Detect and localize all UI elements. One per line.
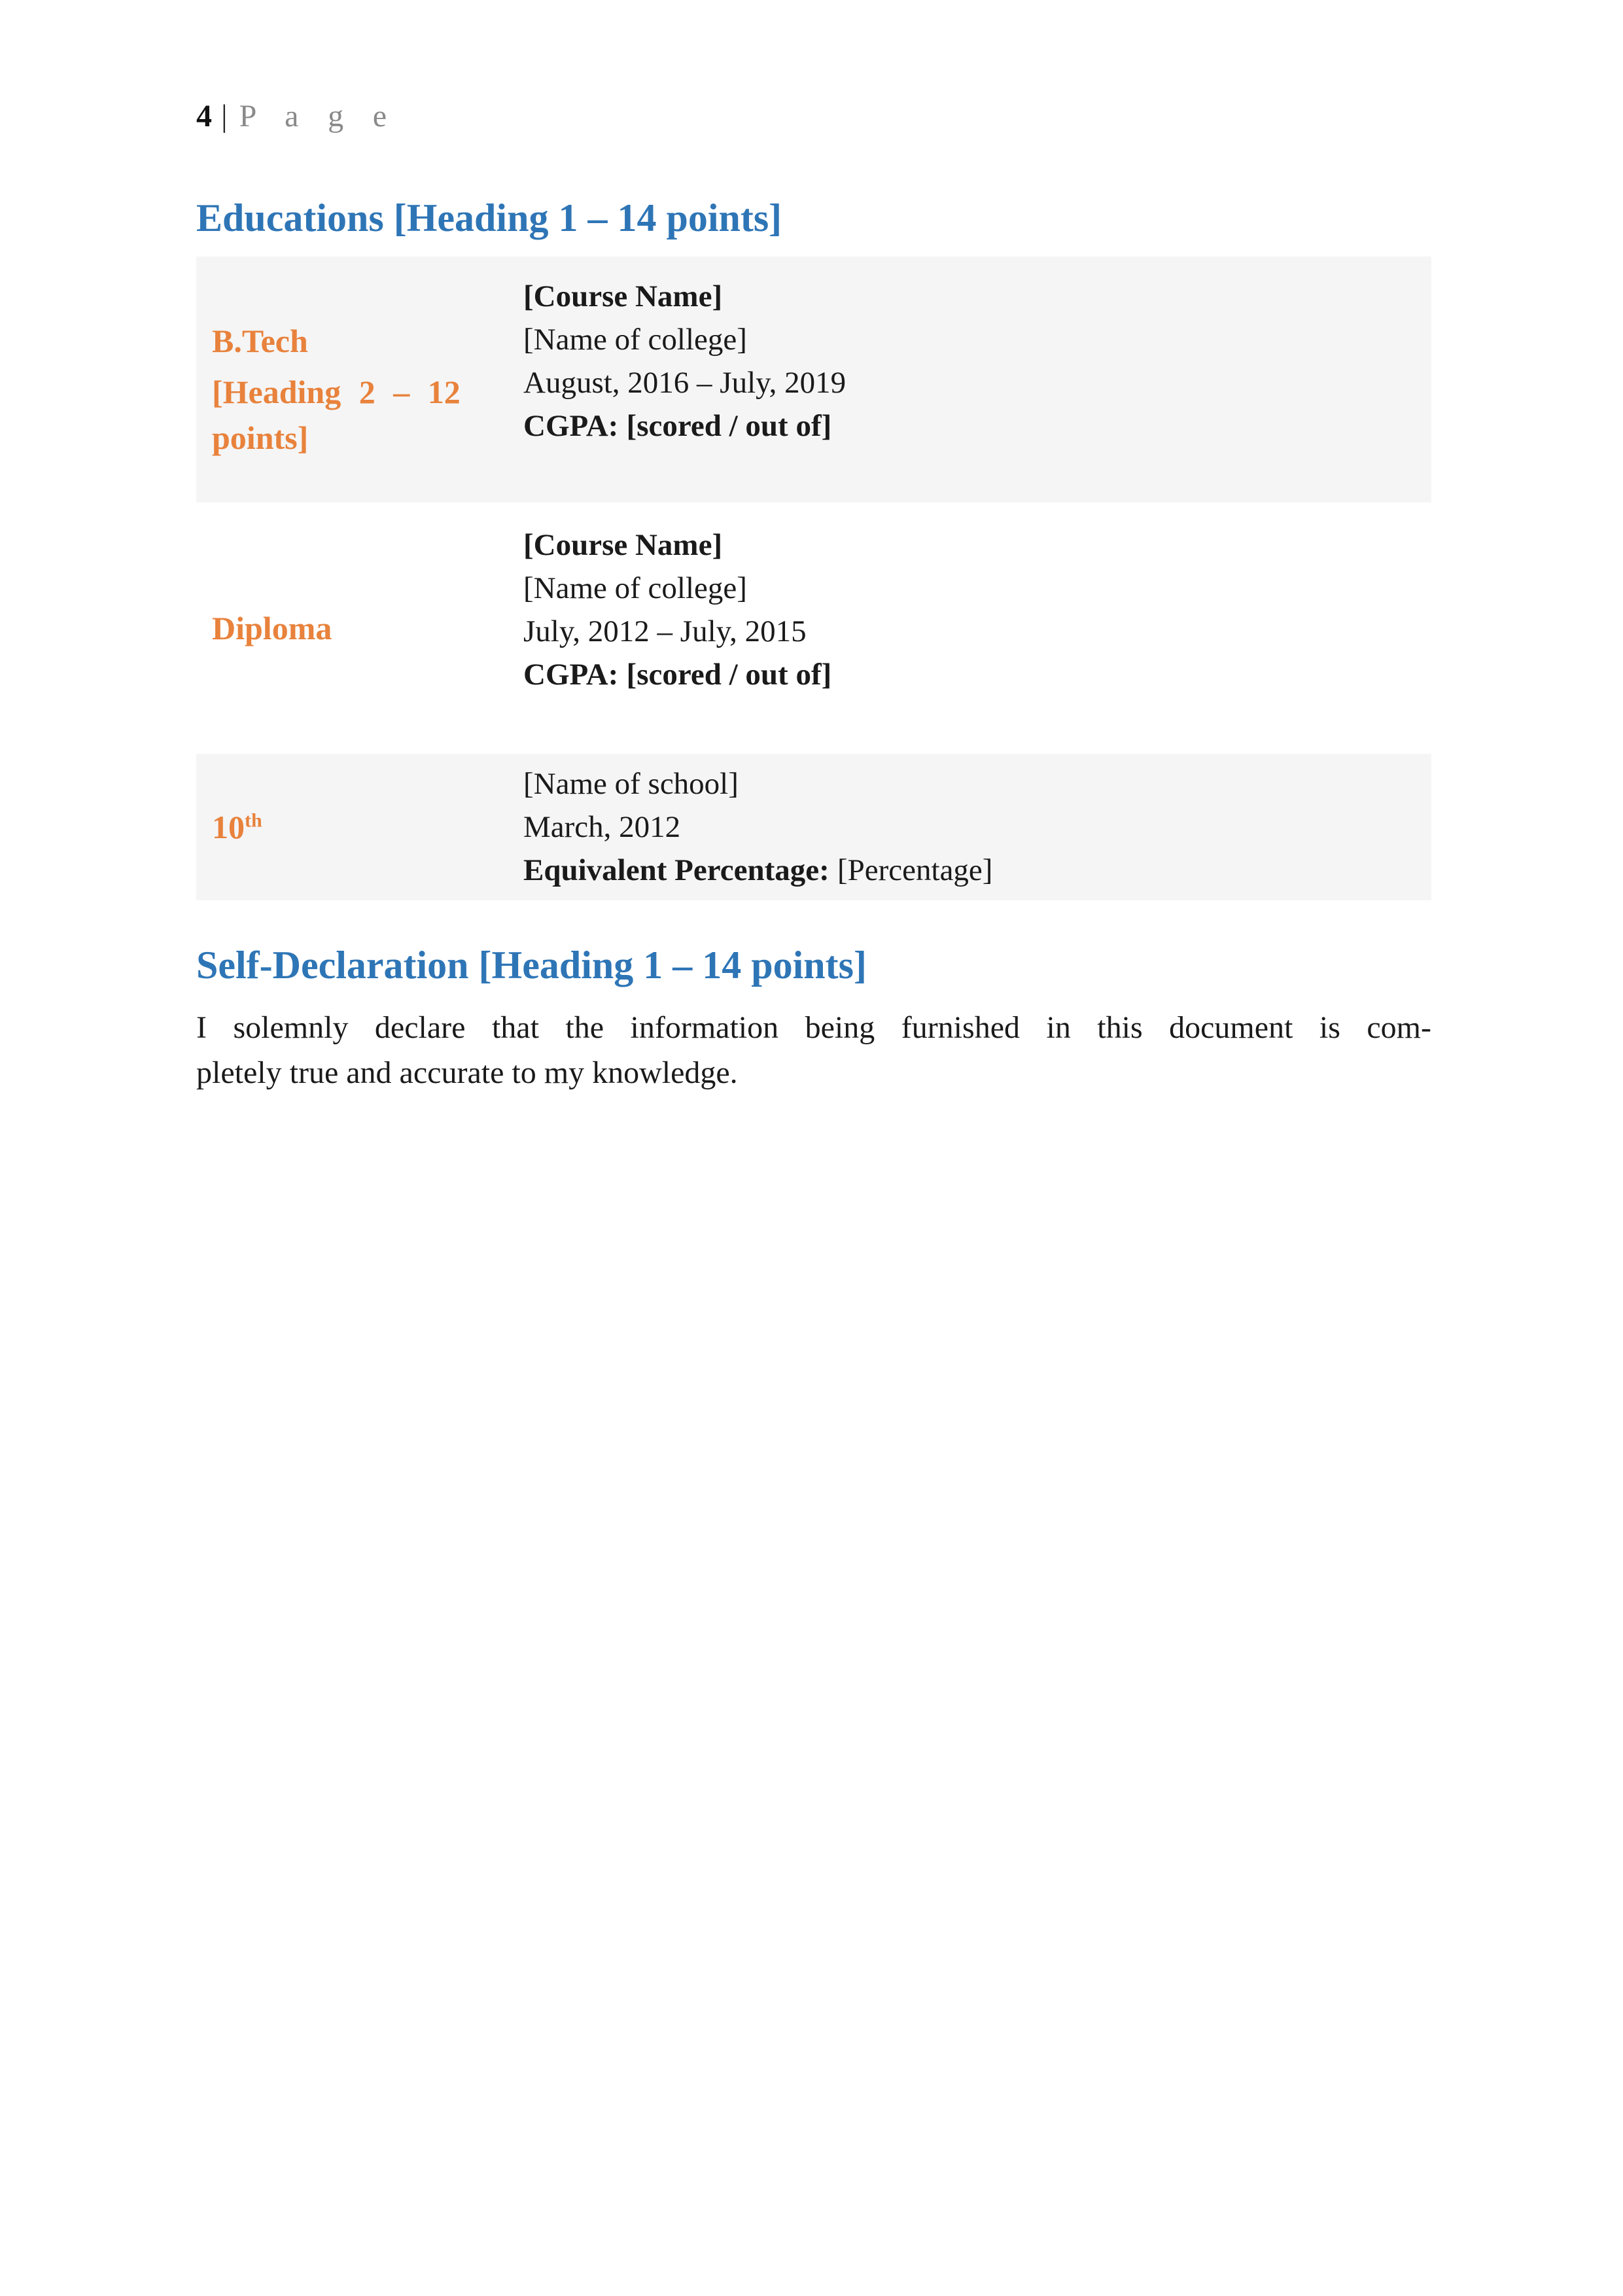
row-content-btech	[523, 256, 1431, 503]
score-value: [scored / out of]	[626, 409, 832, 443]
score-line	[523, 404, 1431, 448]
paragraph-line: I solemnly declare that the information being furnished in this document is com-	[196, 1010, 1431, 1045]
table-row-tenth	[196, 754, 1431, 900]
self-declaration-paragraph	[196, 1005, 1431, 1095]
score-line	[523, 849, 1431, 892]
row-label-tenth	[196, 754, 523, 900]
college-name: [Name of college]	[523, 571, 747, 605]
row-content-diploma	[523, 503, 1431, 754]
study-period: July, 2012 – July, 2015	[523, 614, 807, 648]
school-name: [Name of school]	[523, 767, 739, 801]
education-table	[196, 256, 1431, 900]
score-value: [scored / out of]	[626, 658, 832, 692]
study-period: August, 2016 – July, 2019	[523, 366, 846, 400]
row-label-superscript: th	[245, 809, 262, 832]
college-name: [Name of college]	[523, 323, 747, 357]
row-label-line: points]	[212, 419, 309, 456]
row-label-base: 10	[212, 809, 245, 845]
row-label-btech	[196, 256, 523, 503]
row-label-line	[212, 804, 523, 850]
course-name: [Course Name]	[523, 528, 723, 562]
score-value: [Percentage]	[837, 853, 993, 887]
score-label: CGPA:	[523, 658, 619, 692]
educations-heading: Educations [Heading 1 – 14 points]	[196, 196, 782, 239]
row-label-diploma	[196, 503, 523, 754]
score-label: CGPA:	[523, 409, 619, 443]
page-content	[0, 0, 1623, 1095]
page-label: P a g e	[239, 99, 398, 133]
study-period: March, 2012	[523, 810, 681, 844]
row-label-line: Diploma	[212, 610, 332, 646]
score-label: Equivalent Percentage:	[523, 853, 829, 887]
page-number-separator: |	[221, 99, 228, 133]
score-line	[523, 653, 1431, 696]
self-declaration-heading: Self-Declaration [Heading 1 – 14 points]	[196, 944, 867, 987]
row-content-tenth	[523, 754, 1431, 900]
page-number: 4	[196, 99, 212, 133]
row-label-line: [Heading 2 – 12	[212, 374, 461, 410]
table-row-diploma	[196, 503, 1431, 754]
page-number-header	[196, 98, 1431, 135]
course-name: [Course Name]	[523, 279, 723, 313]
row-label-line: B.Tech	[212, 323, 308, 359]
paragraph-line: pletely true and accurate to my knowledge.	[196, 1055, 738, 1090]
table-row-btech	[196, 256, 1431, 503]
